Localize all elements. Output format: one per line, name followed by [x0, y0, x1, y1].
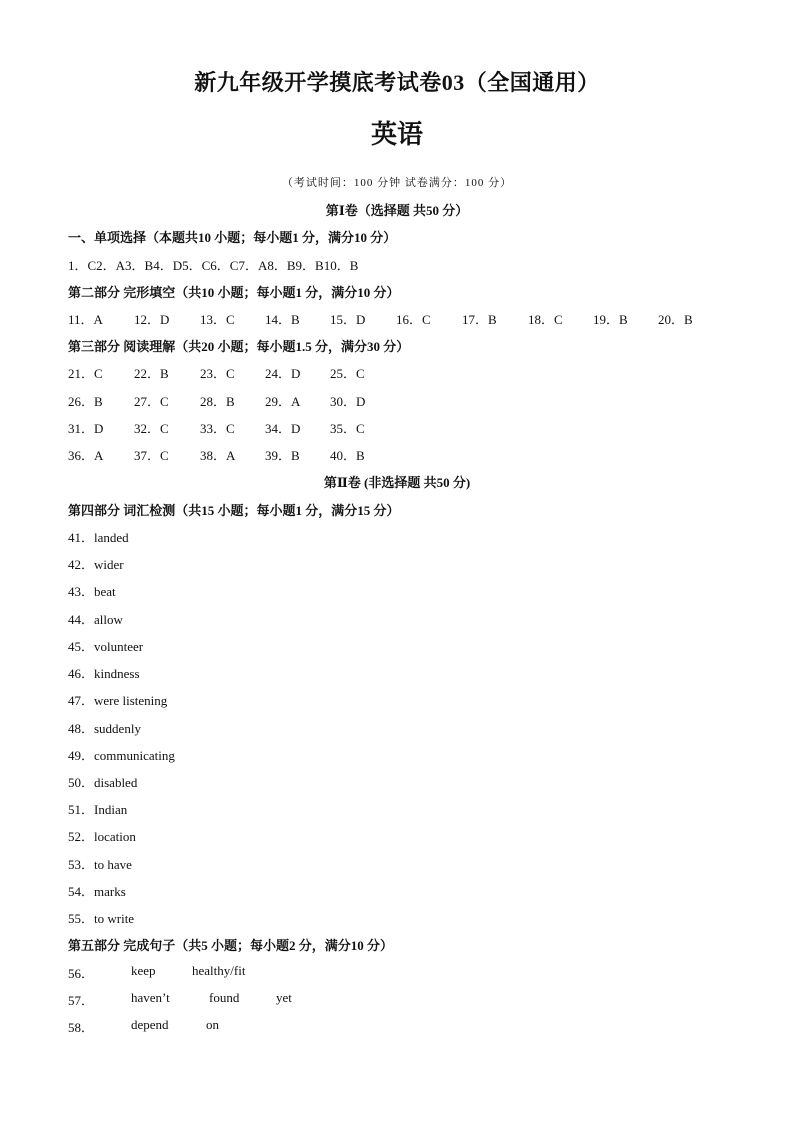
answer-item: 34．D: [265, 421, 301, 436]
sentence-number: 57．: [68, 993, 95, 1008]
answer-item: 26．B: [68, 394, 103, 409]
sentence-word: keep: [131, 963, 156, 978]
answer-item: 38．A: [200, 448, 236, 463]
answer-item: 39．B: [265, 448, 300, 463]
vocab-answer: 45．volunteer: [68, 639, 144, 654]
answer-item: 36．A: [68, 448, 104, 463]
answer-item: 29．A: [265, 394, 301, 409]
answer-item: 22．B: [134, 366, 169, 381]
answer-item: 19．B: [593, 312, 628, 327]
vocab-answer: 41．landed: [68, 530, 129, 545]
vocab-answer: 51．Indian: [68, 802, 128, 817]
answer-item: 11．A: [68, 312, 103, 327]
volume-2-heading: 第Ⅱ卷 (非选择题 共50 分): [323, 475, 471, 490]
page-title: 新九年级开学摸底考试卷03（全国通用）: [194, 70, 600, 95]
answer-item: 12．D: [134, 312, 170, 327]
sentence-word: depend: [131, 1017, 169, 1032]
answer-item: 23．C: [200, 366, 235, 381]
sentence-word: on: [206, 1017, 219, 1032]
part-5-heading: 第五部分 完成句子（共5 小题；每小题2 分，满分10 分）: [68, 938, 394, 953]
part-3-heading: 第三部分 阅读理解（共20 小题；每小题1.5 分，满分30 分）: [68, 339, 410, 354]
answer-item: 16．C: [396, 312, 431, 327]
sentence-word: healthy/fit: [192, 963, 246, 978]
answer-item: 21．C: [68, 366, 103, 381]
answer-item: 31．D: [68, 421, 104, 436]
answer-item: 15．D: [330, 312, 366, 327]
vocab-answer: 47．were listening: [68, 693, 168, 708]
exam-info: （考试时间：100 分钟 试卷满分：100 分）: [281, 177, 513, 189]
vocab-answer: 44．allow: [68, 612, 123, 627]
vocab-answer: 46．kindness: [68, 666, 140, 681]
answer-item: 14．B: [265, 312, 300, 327]
vocab-answer: 54．marks: [68, 884, 126, 899]
sentence-word: yet: [276, 990, 292, 1005]
part-1-answers: 1．C2．A3．B4．D5．C6．C7．A8．B9．B10．B: [68, 258, 359, 273]
vocab-answer: 52．location: [68, 829, 136, 844]
part-1-heading: 一、单项选择（本题共10 小题；每小题1 分，满分10 分）: [68, 230, 397, 245]
sentence-number: 58．: [68, 1020, 95, 1035]
part-2-heading: 第二部分 完形填空（共10 小题；每小题1 分，满分10 分）: [68, 285, 400, 300]
answer-item: 24．D: [265, 366, 301, 381]
answer-item: 40．B: [330, 448, 365, 463]
answer-item: 18．C: [528, 312, 563, 327]
volume-1-heading: 第Ⅰ卷（选择题 共50 分）: [325, 203, 469, 218]
vocab-answer: 49．communicating: [68, 748, 175, 763]
part-4-heading: 第四部分 词汇检测（共15 小题；每小题1 分，满分15 分）: [68, 503, 400, 518]
answer-item: 25．C: [330, 366, 365, 381]
answer-item: 20．B: [658, 312, 693, 327]
subject-title: 英语: [370, 120, 423, 150]
sentence-number: 56．: [68, 966, 95, 981]
sentence-word: found: [209, 990, 240, 1005]
vocab-answer: 48．suddenly: [68, 721, 141, 736]
answer-item: 28．B: [200, 394, 235, 409]
answer-item: 17．B: [462, 312, 497, 327]
vocab-answer: 50．disabled: [68, 775, 138, 790]
vocab-answer: 43．beat: [68, 584, 116, 599]
answer-item: 33．C: [200, 421, 235, 436]
answer-item: 30．D: [330, 394, 366, 409]
answer-item: 13．C: [200, 312, 235, 327]
answer-item: 37．C: [134, 448, 169, 463]
answer-item: 27．C: [134, 394, 169, 409]
answer-item: 35．C: [330, 421, 365, 436]
vocab-answer: 42．wider: [68, 557, 124, 572]
vocab-answer: 55．to write: [68, 911, 135, 926]
sentence-word: haven’t: [131, 990, 170, 1005]
answer-item: 32．C: [134, 421, 169, 436]
vocab-answer: 53．to have: [68, 857, 132, 872]
